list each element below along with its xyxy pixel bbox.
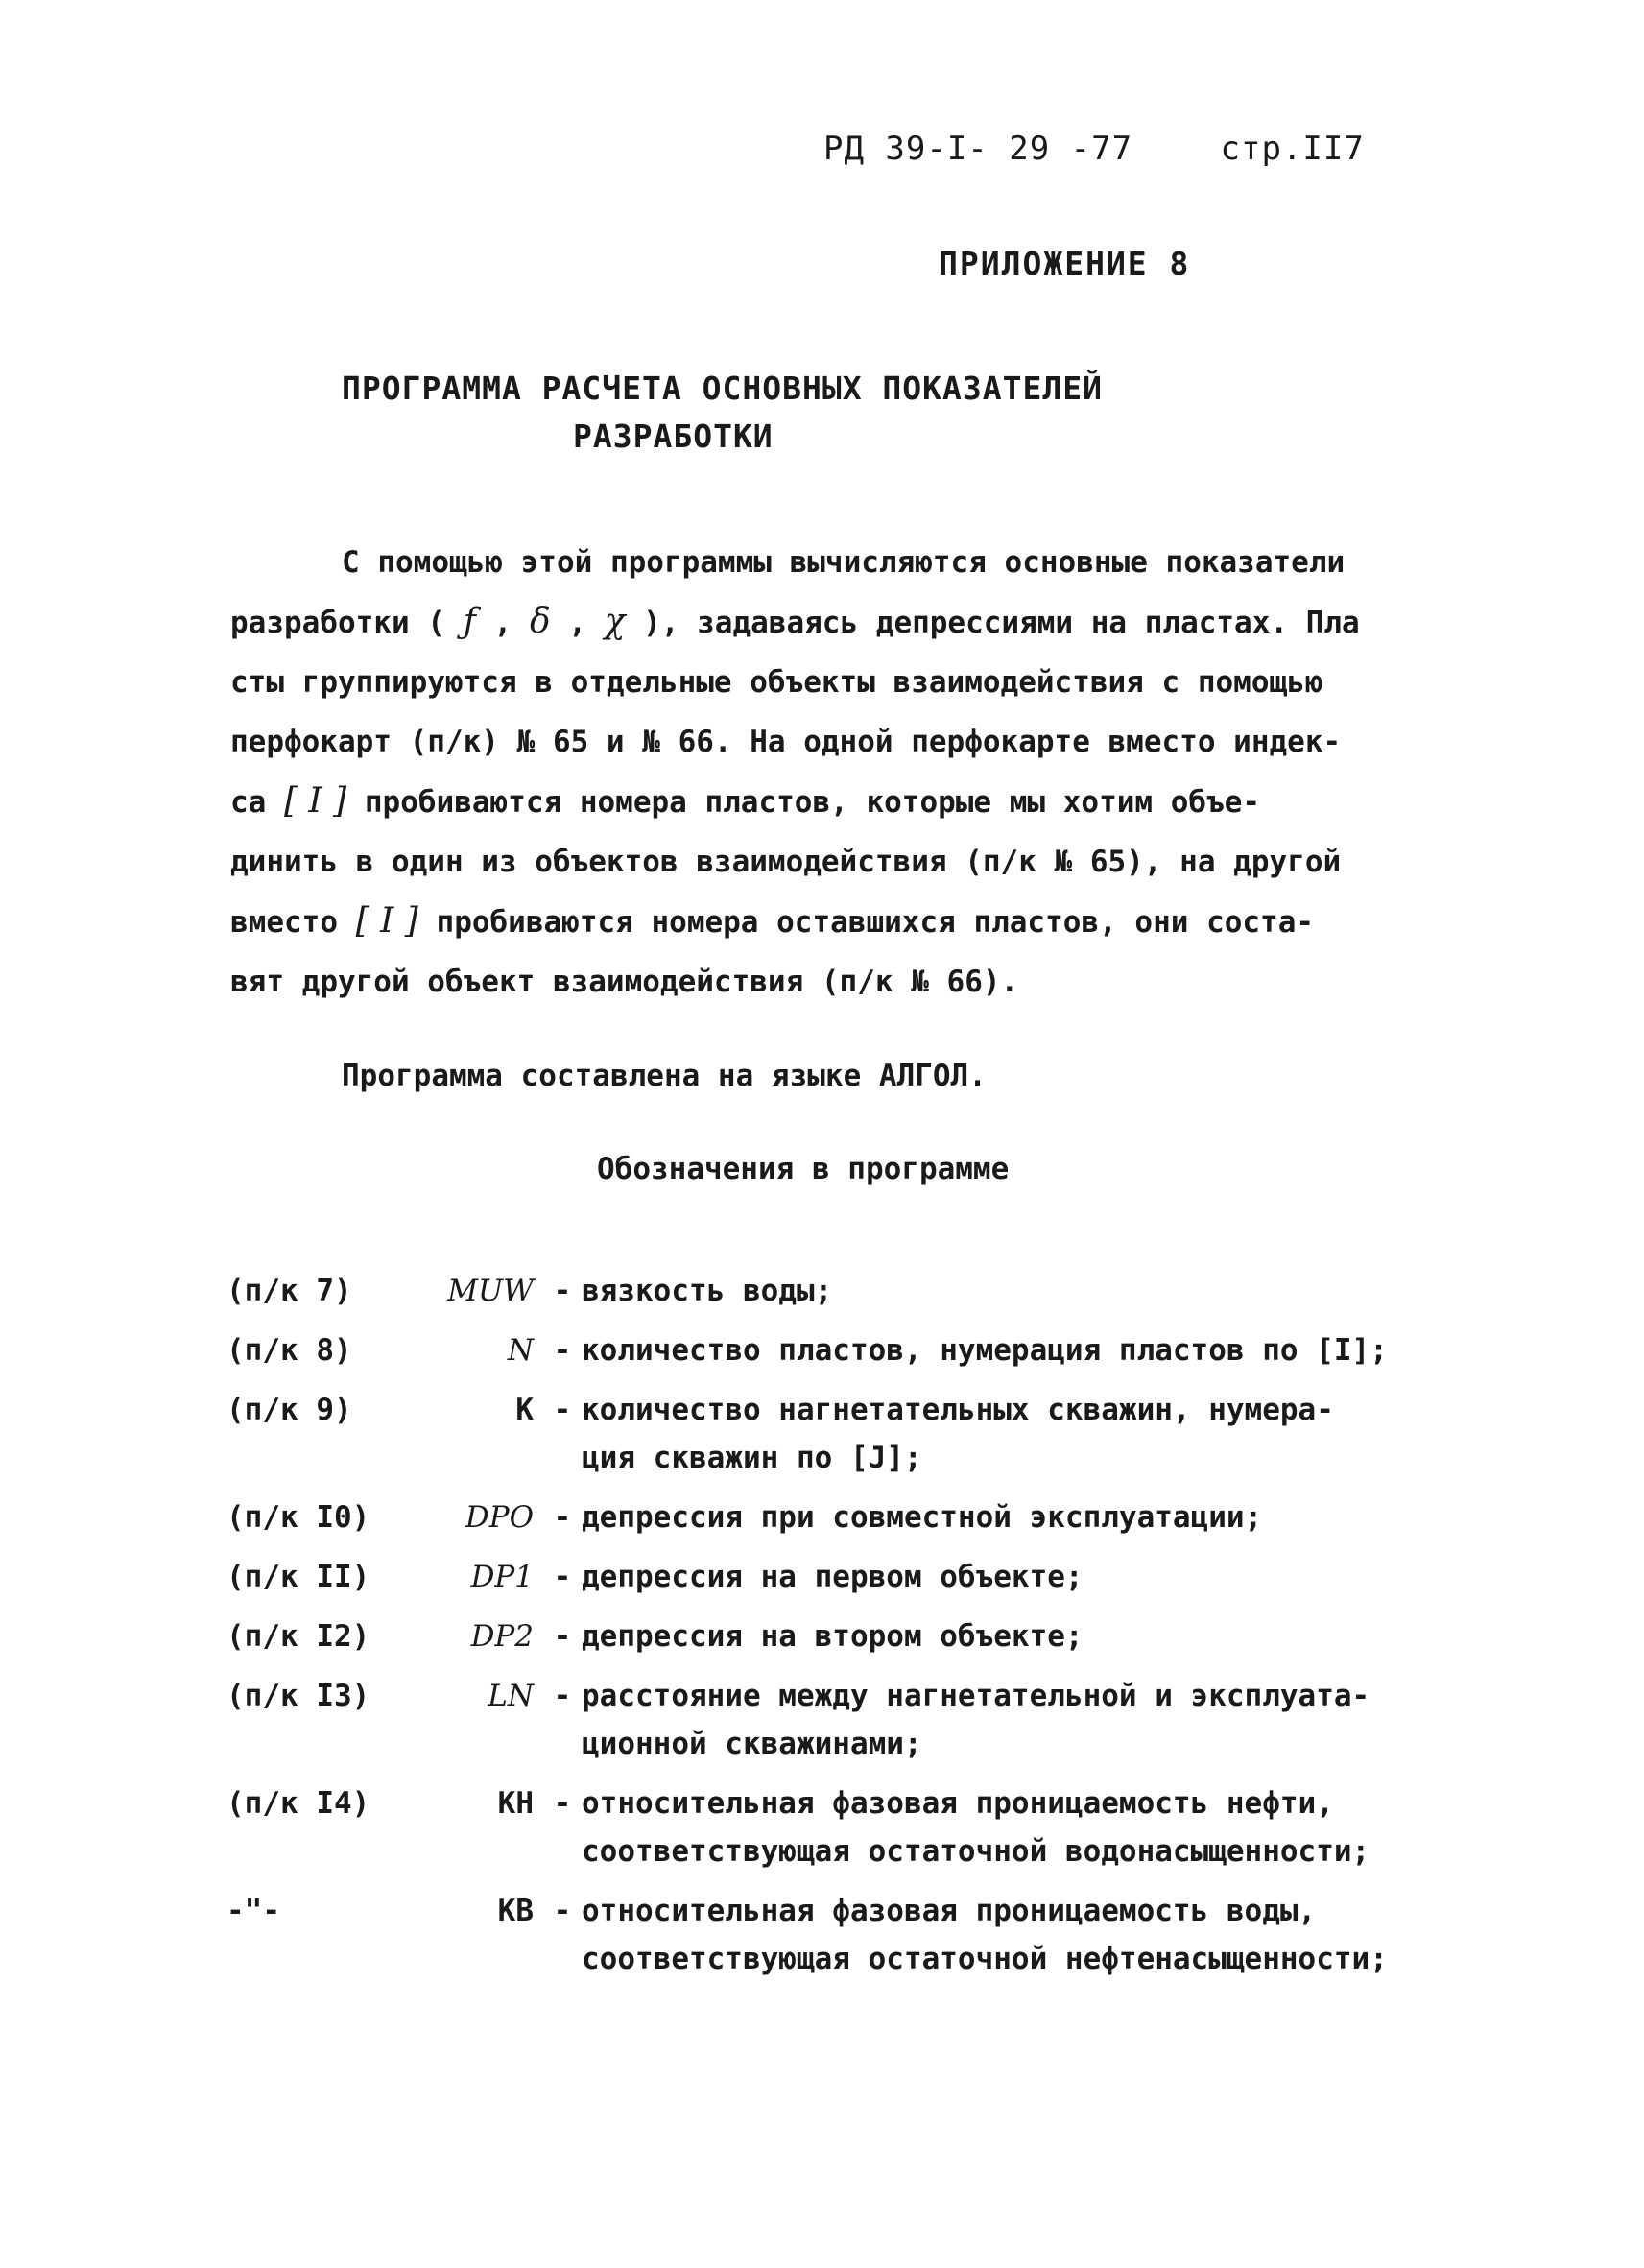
definition-row [226,1267,1503,1315]
symbol-delta: δ [529,602,551,641]
symbol-f: ƒ [463,602,476,641]
definition-ref: (п/к 7) [226,1274,352,1308]
intro-line [230,772,1497,832]
definitions-heading: Обозначения в программе [597,1152,1010,1186]
definition-dash: - [553,1333,572,1368]
definition-ref: (п/к I4) [226,1786,370,1821]
intro-text: пробиваются номера оставшихся пластов, они соста- [436,905,1315,940]
definition-text: относительная фазовая проницаемость нефти, соответствующая остаточной водонасыщенности; [582,1786,1370,1869]
page-header [823,130,1365,168]
definition-ref: (п/к I3) [226,1679,370,1713]
intro-line: сты группируются в отдельные объекты взаимодействия с помощью [230,665,1323,700]
definition-symbol: DPO [465,1500,534,1535]
intro-text: вместо [230,905,338,940]
definition-symbol: КВ [497,1894,534,1928]
definition-dash: - [553,1786,572,1821]
intro-line: вят другой объект взаимодействия (п/к № 66). [230,965,1019,999]
intro-line [230,892,1497,952]
title-line-1: ПРОГРАММА РАСЧЕТА ОСНОВНЫХ ПОКАЗАТЕЛЕЙ [342,370,1103,407]
definition-ref: (п/к II) [226,1560,370,1594]
definition-text: количество пластов, нумерация пластов по [I]; [582,1333,1388,1368]
definition-row [226,1553,1503,1601]
definition-symbol: DP2 [470,1619,534,1654]
definition-dash: - [553,1393,572,1427]
intro-line: перфокарт (п/к) № 65 и № 66. На одной перфокарте вместо индек- [230,725,1342,759]
definition-ref: (п/к 8) [226,1333,352,1368]
definition-symbol: DP1 [470,1560,534,1594]
symbol-chi: χ [604,602,626,641]
definition-ref: (п/к I2) [226,1619,370,1654]
intro-text: са [230,785,267,820]
intro-line: разработки ( ƒ , δ , χ ), задаваясь депрессиями на пластах. Пла [230,602,1360,641]
definition-text: расстояние между нагнетательной и эксплуата- ционной скважинами; [582,1679,1370,1761]
intro-text: ), задаваясь депрессиями на пластах. Пла [643,606,1360,640]
appendix-label: ПРИЛОЖЕНИЕ 8 [939,245,1191,282]
definition-dash: - [553,1500,572,1535]
definition-text: депрессия на первом объекте; [582,1560,1084,1594]
definition-symbol: КН [497,1786,534,1821]
intro-paragraph [230,533,1497,1012]
definition-symbol: N [507,1333,534,1368]
definition-dash: - [553,1894,572,1928]
definition-dash: - [553,1619,572,1654]
definition-ref: (п/к 9) [226,1393,352,1427]
definition-row [226,1386,1503,1482]
index-bracket: [ I ] [355,901,418,941]
page-number: стр.II7 [1220,130,1365,168]
intro-text: пробиваются номера пластов, которые мы хотим объе- [364,785,1261,820]
definition-row [226,1612,1503,1660]
definition-text: относительная фазовая проницаемость воды, соответствующая остаточной нефтенасыщенности; [582,1894,1388,1976]
intro-line: С помощью этой программы вычисляются основные показатели [342,545,1346,580]
definition-text: вязкость воды; [582,1274,833,1308]
definition-row [226,1326,1503,1374]
document-code: РД 39-I- 29 -77 [823,130,1133,168]
definitions-list [226,1267,1503,1994]
definition-text: депрессия на втором объекте; [582,1619,1084,1654]
definition-dash: - [553,1560,572,1594]
definition-ref: -"- [226,1894,280,1928]
definition-dash: - [553,1274,572,1308]
definition-text: депрессия при совместной эксплуатации; [582,1500,1263,1535]
language-note: Программа составлена на языке АЛГОЛ. [342,1059,987,1093]
definition-symbol: LN [488,1679,534,1713]
definition-row [226,1493,1503,1541]
definition-symbol: К [515,1393,534,1427]
intro-line: динить в один из объектов взаимодействия (п/к № 65), на другой [230,845,1342,879]
index-bracket: [ I ] [284,781,347,821]
definition-dash: - [553,1679,572,1713]
title-line-2: РАЗРАБОТКИ [573,418,774,455]
definition-row [226,1779,1503,1875]
definition-symbol: MUW [447,1274,534,1308]
definition-ref: (п/к I0) [226,1500,370,1535]
definition-row [226,1672,1503,1768]
intro-text: разработки ( [230,606,445,640]
definition-text: количество нагнетательных скважин, нумера- ция скважин по [J]; [582,1393,1334,1475]
definition-row [226,1887,1503,1983]
